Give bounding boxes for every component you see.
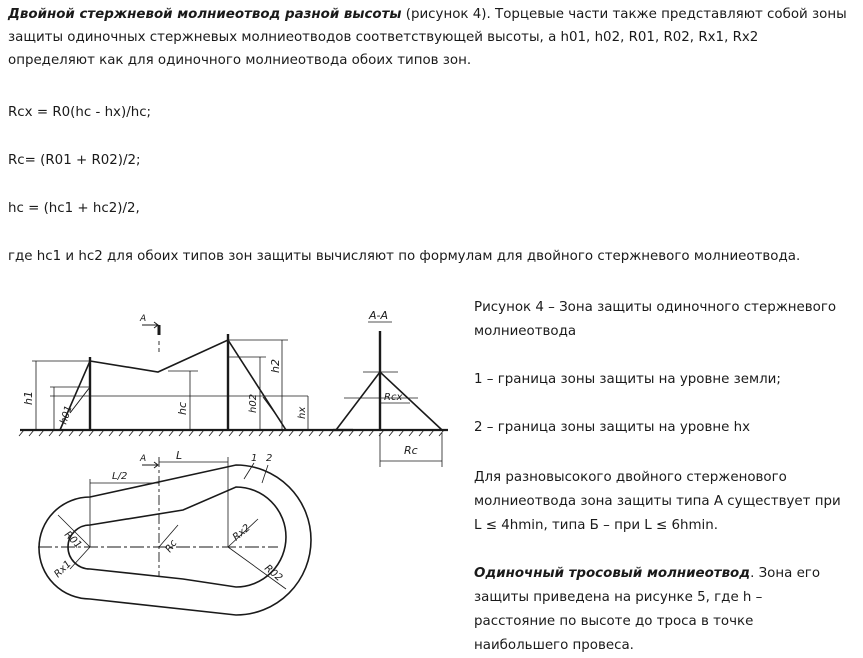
svg-text:h1: h1 [22,391,35,405]
formula-hc: hc = (hc1 + hc2)/2, [8,201,140,216]
section-view-label: A-A [369,309,389,322]
svg-text:hc: hc [176,401,189,415]
svg-text:hx: hx [297,406,308,419]
intro-title: Двойной стержневой молниеотвод разной высоты [8,7,402,22]
svg-text:Rx2: Rx2 [230,522,253,544]
boundary-1-label: 1 [251,453,258,464]
cable-text: . Зона его защиты приведена на рисунке 5, где h – расстояние по высоте до троса в точке наибольшего провеса. [474,566,821,653]
plan-a-label: A [140,454,147,464]
elevation-view [19,314,353,436]
svg-text:R01: R01 [61,529,84,552]
hx-zone-boundary [68,487,286,587]
svg-text:h02: h02 [248,393,259,413]
svg-text:Rx1: Rx1 [52,558,74,581]
svg-text:Rc: Rc [163,538,180,555]
l-label: L [176,449,183,462]
formula-rc: Rc= (R01 + R02)/2; [8,153,141,168]
figure-4-diagram [18,297,460,642]
formula-rcx: Rcx = R0(hc - hx)/hc; [8,105,152,120]
zone-outline [60,340,286,430]
plan-view [38,449,311,615]
boundary-2-label: 2 [266,453,273,464]
rc-label: Rc [404,444,418,457]
zone-condition-text: Для разновысокого двойного стерженового молниеотвода зона защиты типа А существует при L ≤ 4hmin, типа Б – при L ≤ 6hmin. [474,470,841,533]
svg-text:h01: h01 [58,404,75,426]
dimension-lines [32,340,308,430]
formula-note: где hc1 и hc2 для обоих типов зон защиты вычисляют по формулам для двойного стержневого молниеотвода. [8,249,801,264]
l-half-label: L/2 [112,471,128,482]
intro-paragraph [8,3,848,72]
svg-text:R02: R02 [262,562,285,584]
legend-item-2: 2 – граница зоны защиты на уровне hx [474,420,751,435]
section-view [329,309,448,467]
intro-text: (рисунок 4). Торцевые части также представляют собой зоны защиты одиночных стержневых молниеотводов соответствующей высоты, а h01, h02, R01, R02, Rx1, Rx2 определяют как для одиночного молниеотвода обоих типов зон. [8,7,847,68]
rcx-label: Rcx [384,392,403,403]
svg-text:h2: h2 [269,359,282,373]
section-mark-label: A [140,314,147,324]
cable-title: Одиночный тросовый молниеотвод [474,566,751,581]
legend-item-1: 1 – граница зоны защиты на уровне земли; [474,372,781,387]
cable-paragraph [474,562,846,658]
figure-caption-title: Рисунок 4 – Зона защиты одиночного стержневого молниеотвода [474,300,837,339]
